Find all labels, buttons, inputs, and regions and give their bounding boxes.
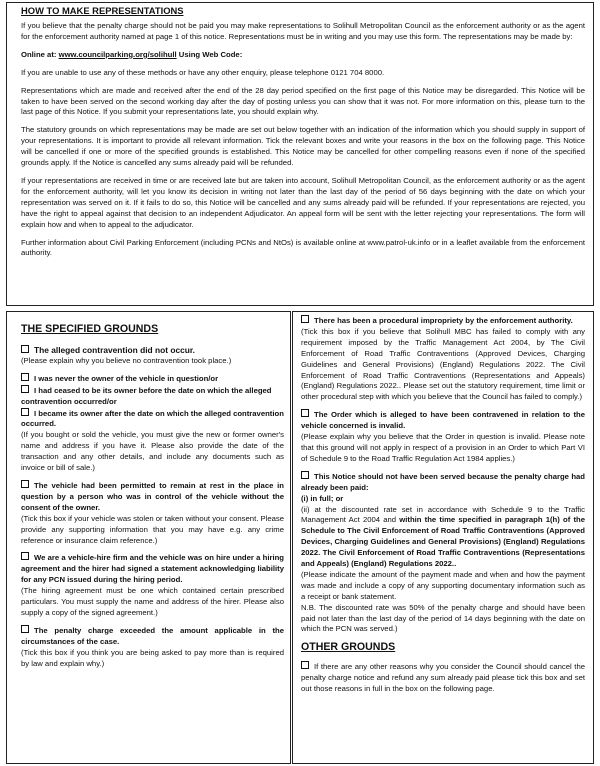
ground-invalid-order: The Order which is alleged to have been contravened in relation to the vehicle concerned is invalid. (Please explain why you believe that the Order in question is invalid. Please note that this ground will not apply in respect of a provision in an Order to which Part VI of Schedule 9 to the Road Traffic Regulation Act 1984 applies.)	[301, 410, 585, 463]
ground-other: If there are any other reasons why you consider the Council should cancel the penalty charge notice and refund any sum already paid please tick this box and set out those reasons in full in the box on the following page.	[301, 662, 585, 694]
ground-vehicle-hire: We are a vehicle-hire firm and the vehicle was on hire under a hiring agreement and the hirer had signed a statement acknowledging liability for any PCN issued during the hiring period. (The hiring agreement must be one which contained certain prescribed particulars. You must supply the name and address of the hirer. Please also supply a copy of the signed agreement.)	[21, 553, 284, 617]
ground-without-consent: The vehicle had been permitted to remain at rest in the place in question by a person who was in control of the vehicle without the consent of the owner. (Tick this box if your vehicle was stolen or taken without your consent. Please provide any supporting information that you may have e.g. any crime reference or insurance claim reference.)	[21, 480, 284, 545]
how-to-intro: If you believe that the penalty charge should not be paid you may make representations to Solihull Metropolitan Council as the enforcement authority or as the agent for the enforcement authority named at page 1 of this notice. Representations must be in writing and you may use this form. The representations may be made by:	[21, 21, 585, 41]
never-owner-checkbox[interactable]	[21, 373, 29, 381]
council-parking-link[interactable]: www.councilparking.org/solihull	[58, 49, 177, 59]
further-info-paragraph: Further information about Civil Parking Enforcement (including PCNs and NtOs) is available online at www.patrol-uk.info or in a leaflet available from the enforcement authority.	[21, 237, 585, 258]
vehicle-hire-checkbox[interactable]	[21, 552, 29, 560]
ground-no-contravention: The alleged contravention did not occur. (Please explain why you believe no contravention took place.)	[21, 345, 232, 365]
exceeded-amount-checkbox[interactable]	[21, 625, 29, 633]
ground-exceeded-amount: The penalty charge exceeded the amount applicable in the circumstances of the case. (Tick this box if you think you are being asked to pay more than is required by law and explain why.)	[21, 625, 284, 668]
late-representations-paragraph: Representations which are made and received after the end of the 28 day period specified on the first page of this Notice may be disregarded. This Notice will be taken to have been served on the second working day after the day of posting unless you can show that it was not. For more information on this, please turn to the last page of this Notice. If you submit your representations late, you should explain why.	[21, 85, 585, 117]
how-to-heading: HOW TO MAKE REPRESENTATIONS	[21, 5, 184, 16]
telephone-paragraph: If you are unable to use any of these methods or have any other enquiry, please telephone 0121 704 8000.	[21, 67, 385, 77]
other-grounds-checkbox[interactable]	[301, 661, 309, 669]
representations-page	[6, 2, 594, 764]
ground-procedural-impropriety: There has been a procedural impropriety by the enforcement authority. (Tick this box if you believe that Solihull MBC has failed to comply with any requirement imposed by the Traffic Management Act 2004, by The Civil Enforcement of Road Traffic Contraventions (Approved Devices, Charging Guidelines and General Provisions) (England) Regulations 2022. The Civil Enforcement of Road Traffic Contraventions (Representations and Appeals) (England) Regulations 2022.. Please set out the statutory requirement, time limit or other procedural step with which you believe that the Council has failed to comply.)	[301, 316, 585, 402]
other-grounds-heading: OTHER GROUNDS	[301, 641, 396, 654]
online-line: Online at: www.councilparking.org/solihull Using Web Code:	[21, 49, 243, 59]
without-consent-checkbox[interactable]	[21, 480, 29, 488]
ground-already-paid: This Notice should not have been served because the penalty charge had already been paid: (i) in full; or (ii) at the discounted rate set in accordance with Schedule 9 to the Traffic Management Act 2004 and within the time specified in paragraph 1(h) of the Schedule to The Civil Enforcement of Road Traffic Contraventions (Approved Devices, Charging Guidelines and General Provisions) (England) Regulations 2022. The Civil Enforcement of Road Traffic Contraventions (Representations and Appeals) (England) Regulations 2022.. (Please indicate the amount of the payment made and when and how the payment was made and include a copy of any supporting documentary information such as a receipt or bank statement. N.B. The discounted rate was 50% of the penalty charge and should have been paid not later than the last day of the period of 14 days beginning with the date on which the PCN was served.)	[301, 471, 585, 634]
became-owner-checkbox[interactable]	[21, 408, 29, 416]
procedural-grounds-section	[292, 311, 594, 764]
specified-grounds-section	[6, 311, 291, 764]
statutory-grounds-paragraph: The statutory grounds on which representations may be made are set out below together with an indication of the information which you should supply in support of your representations. It is important to provide all relevant information. Tick the relevant boxes and write your reasons in the box on the following page. This Notice will be cancelled if one or more of the specified grounds is established. This Notice may be cancelled for other compelling reasons even if none of the specified grounds apply. If the Notice is cancelled any sums already paid will be refunded.	[21, 125, 585, 168]
decision-paragraph: If your representations are received in time or are received late but are taken into account, Solihull Metropolitan Council, as the enforcement authority or as the agent for the enforcement authority, will let you know its decision in writing not later than the last day of the period of 56 days beginning with the date on which your representation was served on it. If it fails to do so, this Notice will be cancelled and any sums already paid will be refunded. If your representations are rejected, you have the right to appeal against that decision to an independent Adjudicator. An appeal form will be sent with the letter rejecting your representations. The form will explain how and when to appeal to the adjudicator.	[21, 175, 585, 229]
ceased-owner-checkbox[interactable]	[21, 385, 29, 393]
already-paid-checkbox[interactable]	[301, 471, 309, 479]
procedural-impropriety-checkbox[interactable]	[301, 315, 309, 323]
how-to-section	[6, 2, 594, 306]
no-contravention-checkbox[interactable]	[21, 345, 29, 353]
ground-ownership: I was never the owner of the vehicle in question/or I had ceased to be its owner before the date on which the alleged contravention occurred/or I became its owner after the date on which the alleged contravention occurred. (If you bought or sold the vehicle, you must give the new or former owner's name and address if you have it. Please also provide the date of the transaction and any other details, and include any documents such as invoice or bill of sale.)	[21, 373, 284, 473]
invalid-order-checkbox[interactable]	[301, 409, 309, 417]
specified-grounds-heading: THE SPECIFIED GROUNDS	[21, 323, 159, 335]
